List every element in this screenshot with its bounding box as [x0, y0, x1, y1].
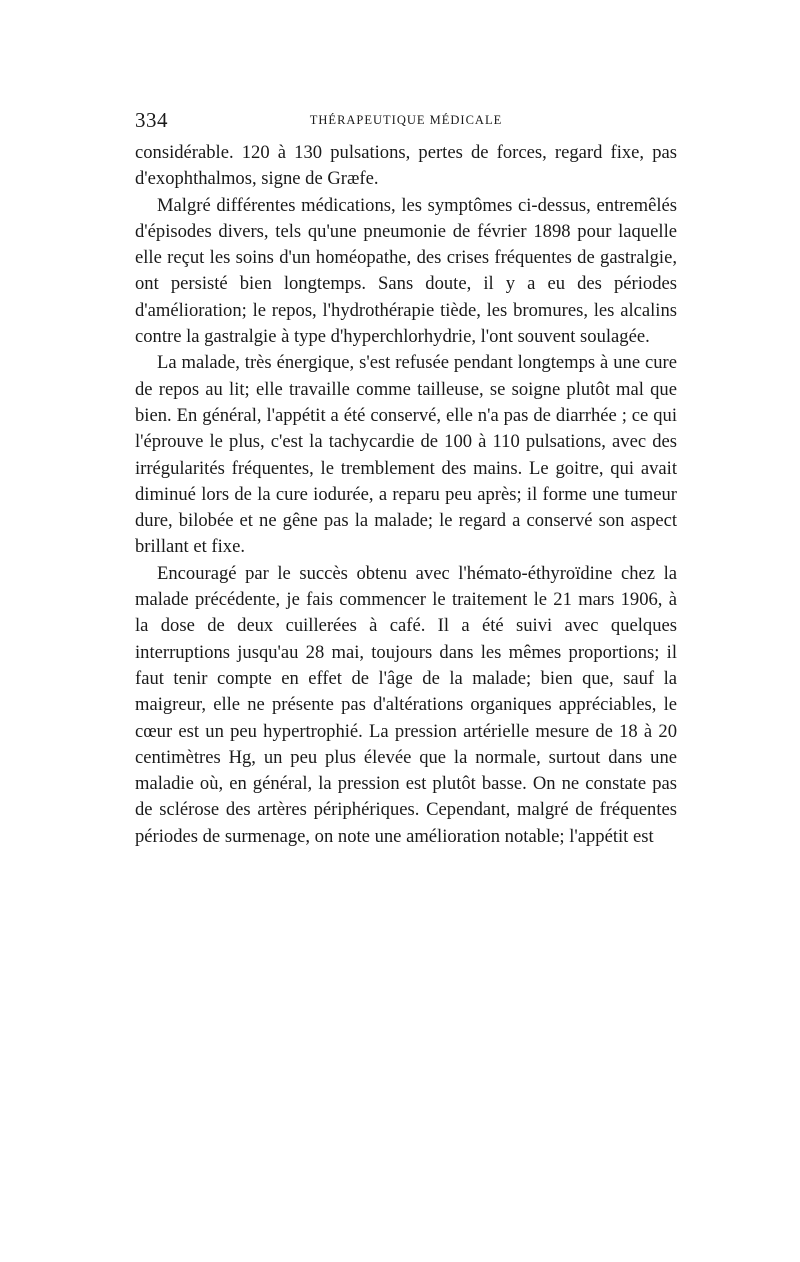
paragraph-1: considérable. 120 à 130 pulsations, pertes de forces, regard fixe, pas d'exophthalmos, signe de Græfe.	[135, 142, 677, 190]
paragraph-3: La malade, très énergique, s'est refusée pendant longtemps à une cure de repos au lit; elle travaille comme tailleuse, se soigne plutôt mal que bien. En général, l'appétit a été conservé, elle n'a pas de diarrhée ; ce qui l'éprouve le plus, c'est la tachycardie de 100 à 110 pulsations, avec des irrégularités fréquentes, le tremblement des mains. Le goitre, qui avait diminué lors de la cure iodurée, a reparu peu après; il forme une tumeur dure, bilobée et ne gêne pas la malade; le regard a conservé son aspect brillant et fixe.	[135, 352, 677, 558]
paragraph-2: Malgré différentes médications, les symptômes ci-dessus, entremêlés d'épisodes divers, tels qu'une pneumonie de février 1898 pour laquelle elle reçut les soins d'un homéopathe, des crises fréquentes de gastralgie, ont persisté bien longtemps. Sans doute, il y a eu des périodes d'amélioration; le repos, l'hydrothérapie tiède, les bromures, les alcalins contre la gastralgie à type d'hyperchlorhydrie, l'ont souvent soulagée.	[135, 194, 677, 348]
body-text	[135, 140, 677, 850]
page-number: 334	[135, 108, 168, 132]
running-head	[135, 108, 677, 132]
book-page	[135, 108, 677, 850]
running-title: THÉRAPEUTIQUE MÉDICALE	[309, 113, 503, 127]
paragraph-4: Encouragé par le succès obtenu avec l'hémato-éthyroïdine chez la malade précédente, je fais commencer le traitement le 21 mars 1906, à la dose de deux cuillerées à café. Il a été suivi avec quelques interruptions jusqu'au 28 mai, toujours dans les mêmes proportions; il faut tenir compte en effet de l'âge de la malade; bien que, sauf la maigreur, elle ne présente pas d'altérations organiques appréciables, le cœur est un peu hypertrophié. La pression artérielle mesure de 18 à 20 centimètres Hg, un peu plus élevée que la normale, surtout dans une maladie où, en général, la pression est plutôt basse. On ne constate pas de sclérose des artères périphériques. Cependant, malgré de fréquentes périodes de surmenage, on note une amélioration notable; l'appétit est	[135, 562, 677, 847]
